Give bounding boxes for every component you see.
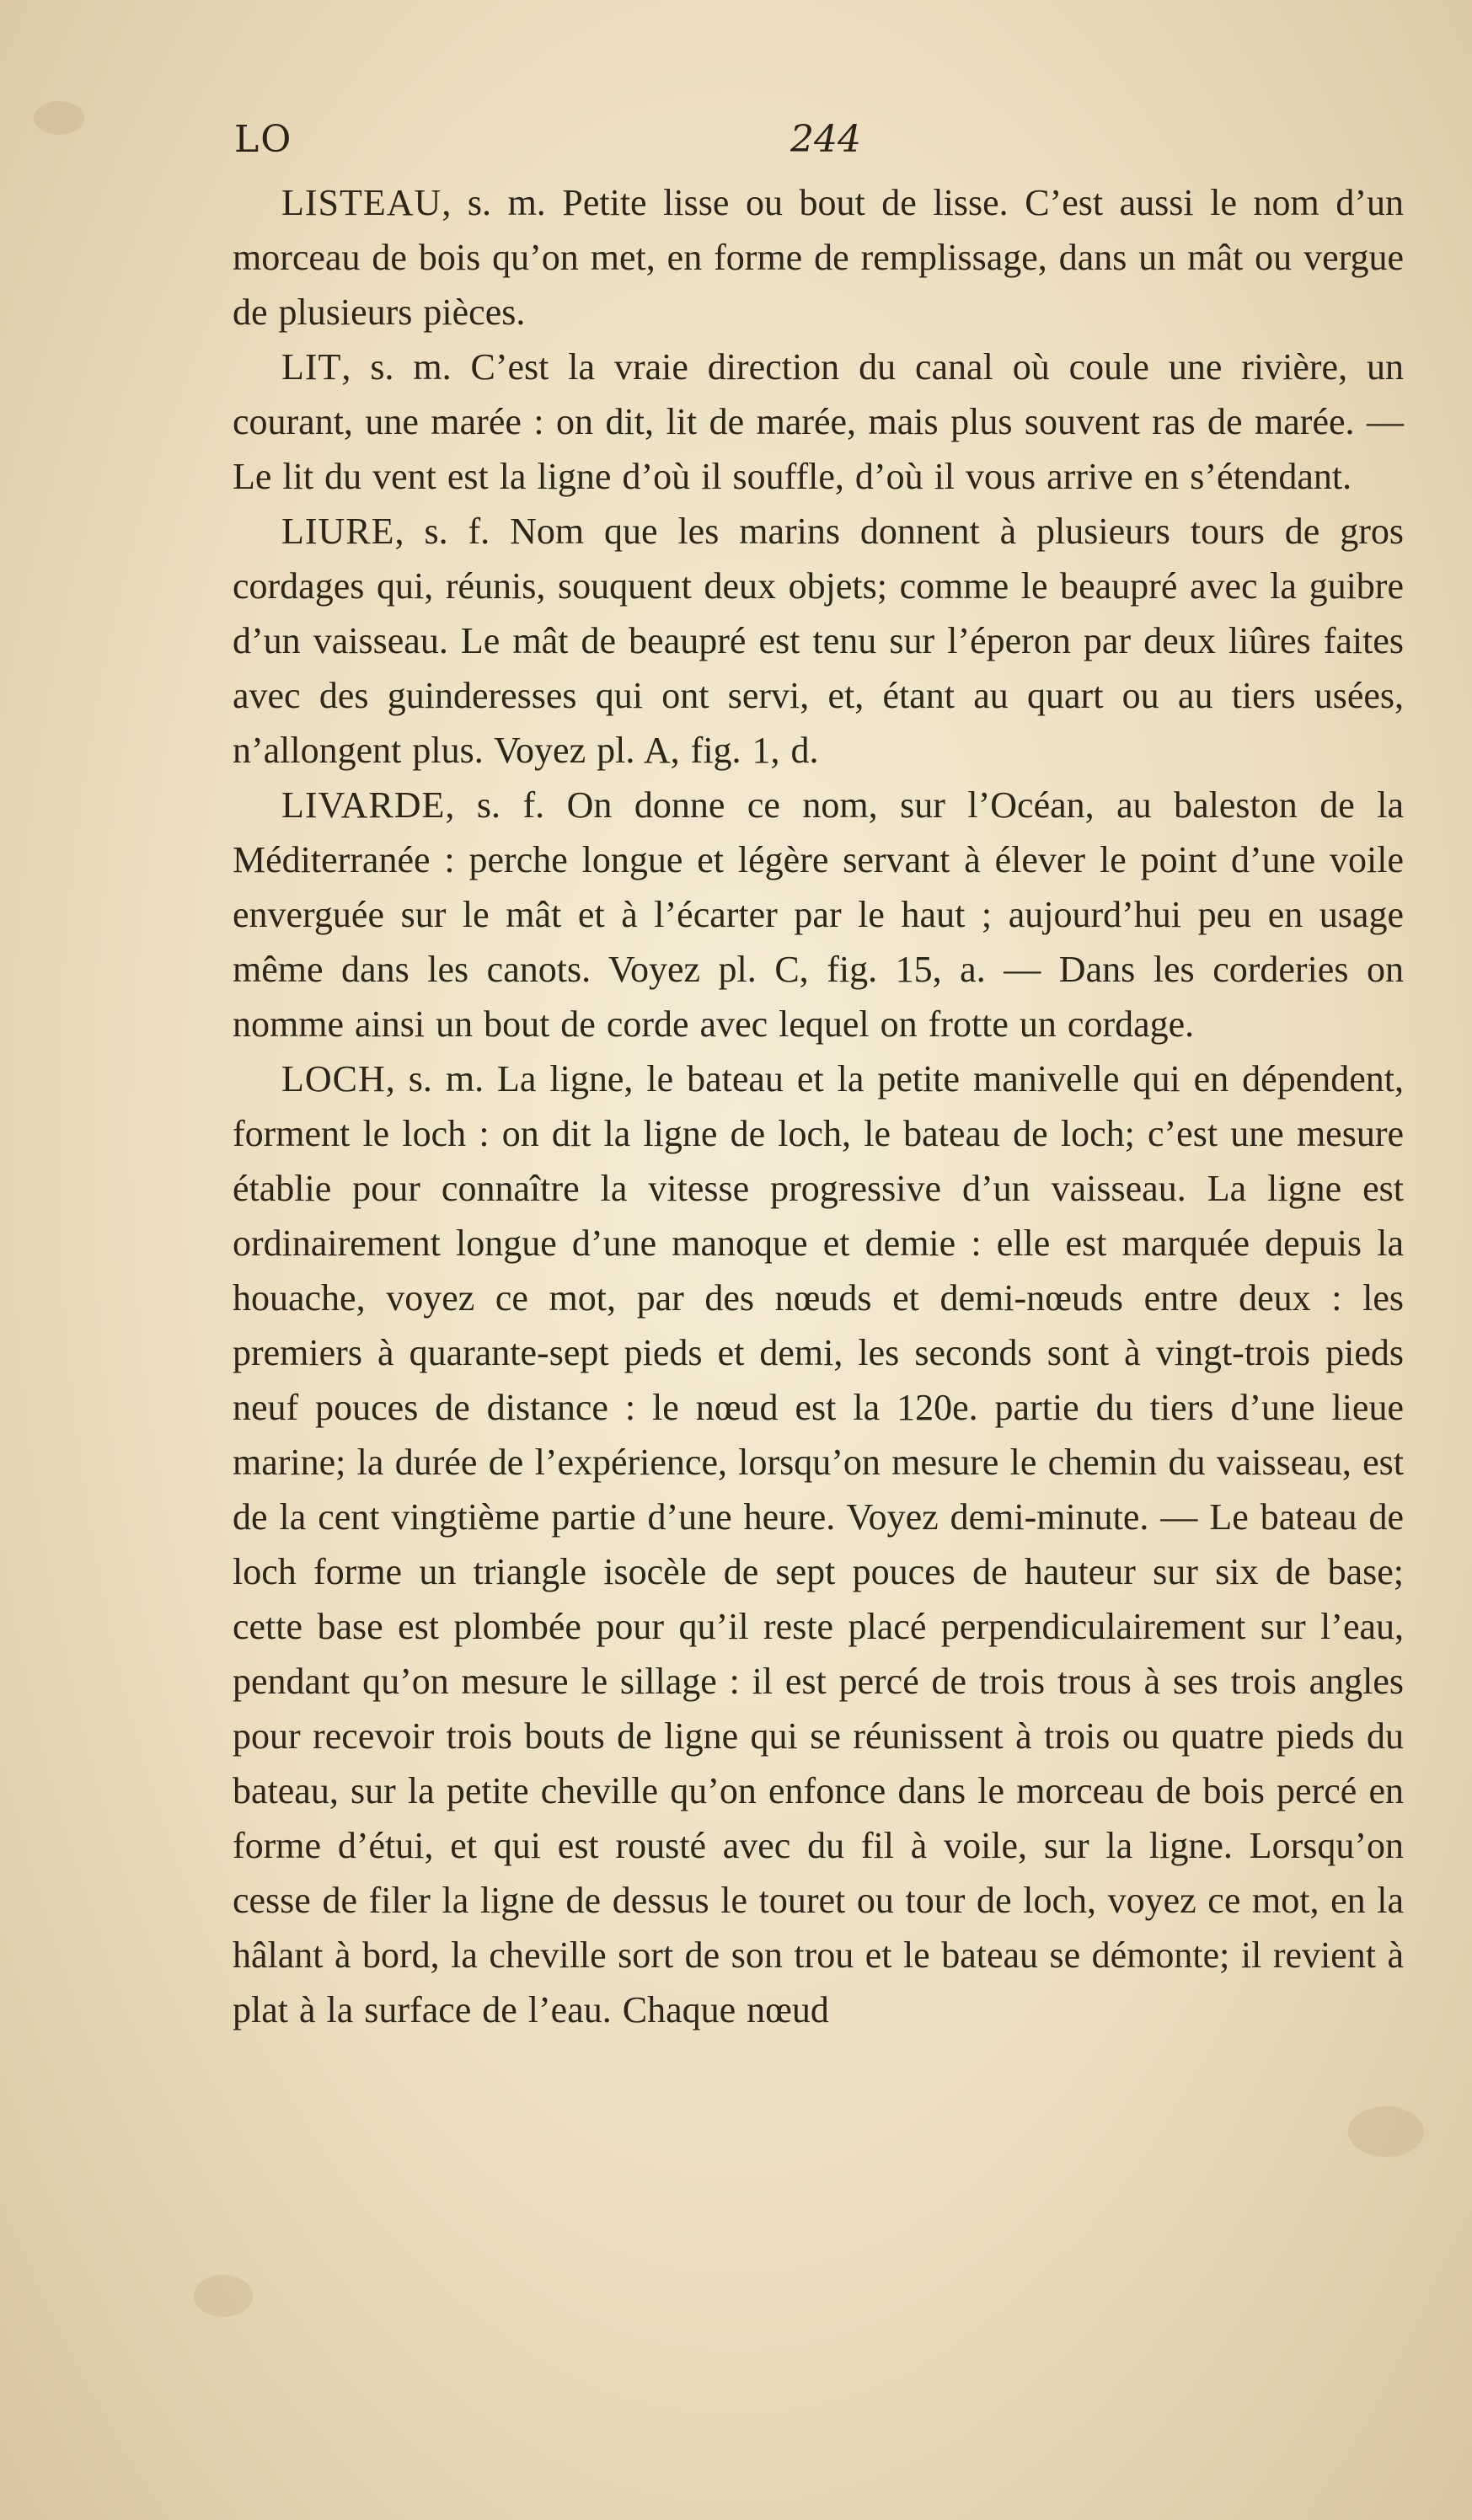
headword: LOCH	[281, 1058, 386, 1099]
entry-body: , s. f. On donne ce nom, sur l’Océan, au baleston de la Méditerranée : perche longue et légère servant à élever le point d’une voile enverguée sur le mât et à l’écarter par le haut ; aujourd’hui peu en usage même dans les canots. Voyez pl. C, fig. 15, a. — Dans les corderies on nomme ainsi un bout de corde avec lequel on frotte un cordage.	[233, 784, 1404, 1045]
headword: LISTEAU	[281, 182, 442, 223]
page-header	[234, 118, 1414, 169]
headword: LIVARDE	[281, 784, 446, 826]
entry-body: , s. m. Petite lisse ou bout de lisse. C’est aussi le nom d’un morceau de bois qu’on met, en forme de remplissage, dans un mât ou vergue de plusieurs pièces.	[233, 182, 1404, 333]
headword: LIT	[281, 346, 342, 388]
running-head: LO	[234, 118, 293, 161]
paper-stain	[194, 2275, 253, 2317]
entry-livarde	[233, 778, 1404, 1051]
headword: LIURE	[281, 511, 395, 552]
entry-body: , s. f. Nom que les marins donnent à plusieurs tours de gros cordages qui, réunis, souquent deux objets; comme le beaupré avec la guibre d’un vaisseau. Le mât de beaupré est tenu sur l’éperon par deux liûres faites avec des guinderesses qui ont servi, et, étant au quart ou au tiers usées, n’allongent plus. Voyez pl. A, fig. 1, d.	[233, 511, 1404, 771]
entry-liure	[233, 504, 1404, 778]
page-number: 244	[790, 118, 861, 161]
entry-body: , s. m. C’est la vraie direction du canal où coule une rivière, un courant, une marée : on dit, lit de marée, mais plus souvent ras de marée. — Le lit du vent est la ligne d’où il souffle, d’où il vous arrive en s’étendant.	[233, 346, 1404, 497]
entry-loch	[233, 1051, 1404, 2037]
paper-stain	[1348, 2106, 1424, 2157]
paper-stain	[34, 101, 84, 135]
entry-body: , s. m. La ligne, le bateau et la petite manivelle qui en dépendent, forment le loch : on dit la ligne de loch, le bateau de loch; c’est une mesure établie pour connaître la vitesse progressive d’un vaisseau. La ligne est ordinairement longue d’une manoque et demie : elle est marquée depuis la houache, voyez ce mot, par des nœuds et demi-nœuds entre deux : les premiers à quarante-sept pieds et demi, les seconds sont à vingt-trois pieds neuf pouces de distance : le nœud est la 120e. partie du tiers d’une lieue marine; la durée de l’expérience, lorsqu’on mesure le chemin du vaisseau, est de la cent vingtième partie d’une heure. Voyez demi-minute. — Le bateau de loch forme un triangle isocèle de sept pouces de hauteur sur six de base; cette base est plombée pour qu’il reste placé perpendiculairement sur l’eau, pendant qu’on mesure le sillage : il est percé de trois trous à ses trois angles pour recevoir trois bouts de ligne qui se réunissent à trois ou quatre pieds du bateau, sur la petite cheville qu’on enfonce dans le morceau de bois percé en forme d’étui, et qui est rousté avec du fil à voile, sur la ligne. Lorsqu’on cesse de filer la ligne de dessus le touret ou tour de loch, voyez ce mot, en la hâlant à bord, la cheville sort de son trou et le bateau se démonte; il revient à plat à la surface de l’eau. Chaque nœud	[233, 1058, 1404, 2030]
entry-listeau	[233, 175, 1404, 340]
dictionary-text	[233, 175, 1404, 2037]
entry-lit	[233, 340, 1404, 504]
